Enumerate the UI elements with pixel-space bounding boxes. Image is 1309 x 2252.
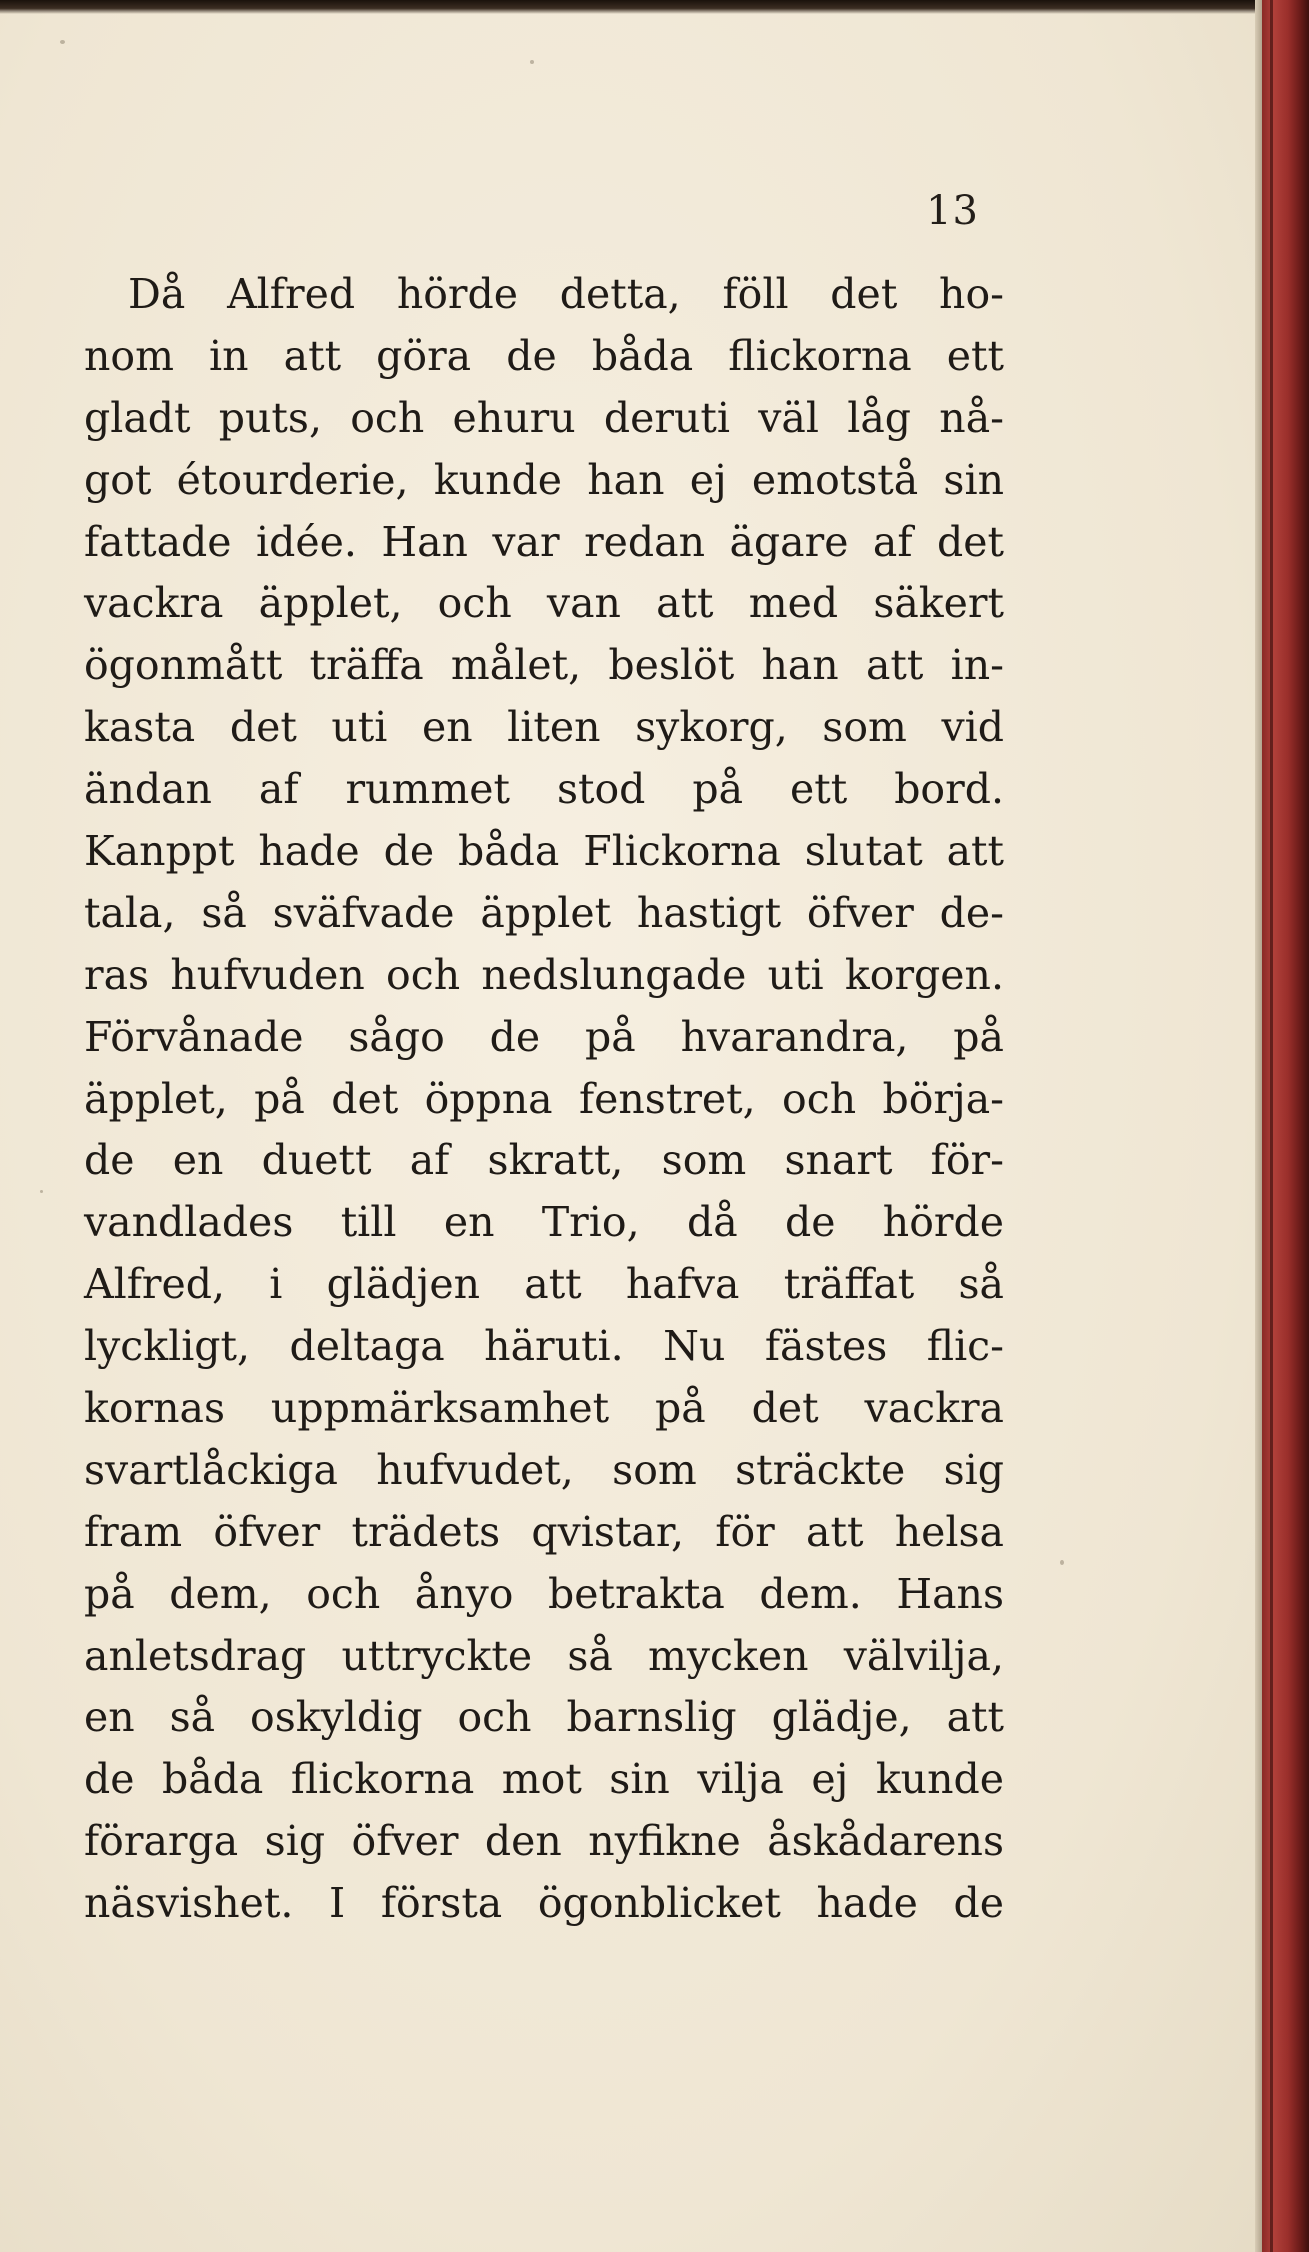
text-line: Förvånade sågo de på hvarandra, på: [84, 1012, 1004, 1061]
text-line: ras hufvuden och nedslungade uti korgen.: [84, 950, 1004, 999]
paper-speck: [1060, 1560, 1064, 1565]
text-line: på dem, och ånyo betrakta dem. Hans: [84, 1569, 1004, 1618]
text-line: fram öfver trädets qvistar, för att helsa: [84, 1507, 1004, 1556]
page-number: 13: [926, 188, 979, 234]
text-line: fattade idée. Han var redan ägare af det: [84, 517, 1004, 566]
paper-speck: [60, 40, 65, 44]
text-line: tala, så sväfvade äpplet hastigt öfver de-: [84, 888, 1004, 937]
text-line: got étourderie, kunde han ej emotstå sin: [84, 455, 1004, 504]
text-line: vackra äpplet, och van att med säkert: [84, 579, 1004, 628]
text-line: de båda flickorna mot sin vilja ej kunde: [84, 1755, 1004, 1804]
text-line: kornas uppmärksamhet på det vackra: [84, 1384, 1004, 1433]
text-line: vandlades till en Trio, då de hörde: [84, 1198, 1004, 1247]
body-text: [84, 264, 1004, 1935]
text-line: de en duett af skratt, som snart för-: [84, 1136, 1004, 1185]
text-line: kasta det uti en liten sykorg, som vid: [84, 703, 1004, 752]
text-line: en så oskyldig och barnslig glädje, att: [84, 1693, 1004, 1742]
text-line: gladt puts, och ehuru deruti väl låg nå-: [84, 393, 1004, 442]
text-line: lyckligt, deltaga häruti. Nu fästes flic-: [84, 1322, 1004, 1371]
text-line: Då Alfred hörde detta, föll det ho-: [128, 270, 1004, 318]
text-line: Alfred, i glädjen att hafva träffat så: [84, 1260, 1004, 1309]
text-line: Kanppt hade de båda Flickorna slutat att: [84, 827, 1004, 876]
cover-seam: [1270, 0, 1273, 2252]
text-line: äpplet, på det öppna fenstret, och börja-: [84, 1074, 1004, 1123]
text-line: nom in att göra de båda flickorna ett: [84, 331, 1004, 380]
text-line: förarga sig öfver den nyfikne åskådarens: [84, 1817, 1004, 1866]
text-line: ögonmått träffa målet, beslöt han att in-: [84, 641, 1004, 690]
page-top-shadow: [0, 0, 1262, 14]
paper-speck: [530, 60, 534, 64]
text-line: ändan af rummet stod på ett bord.: [84, 765, 1004, 814]
text-line: anletsdrag uttryckte så mycken välvilja,: [84, 1631, 1004, 1680]
paper-speck: [40, 1190, 43, 1193]
text-line: svartlåckiga hufvudet, som sträckte sig: [84, 1445, 1004, 1494]
text-line: näsvishet. I första ögonblicket hade de: [84, 1879, 1004, 1928]
